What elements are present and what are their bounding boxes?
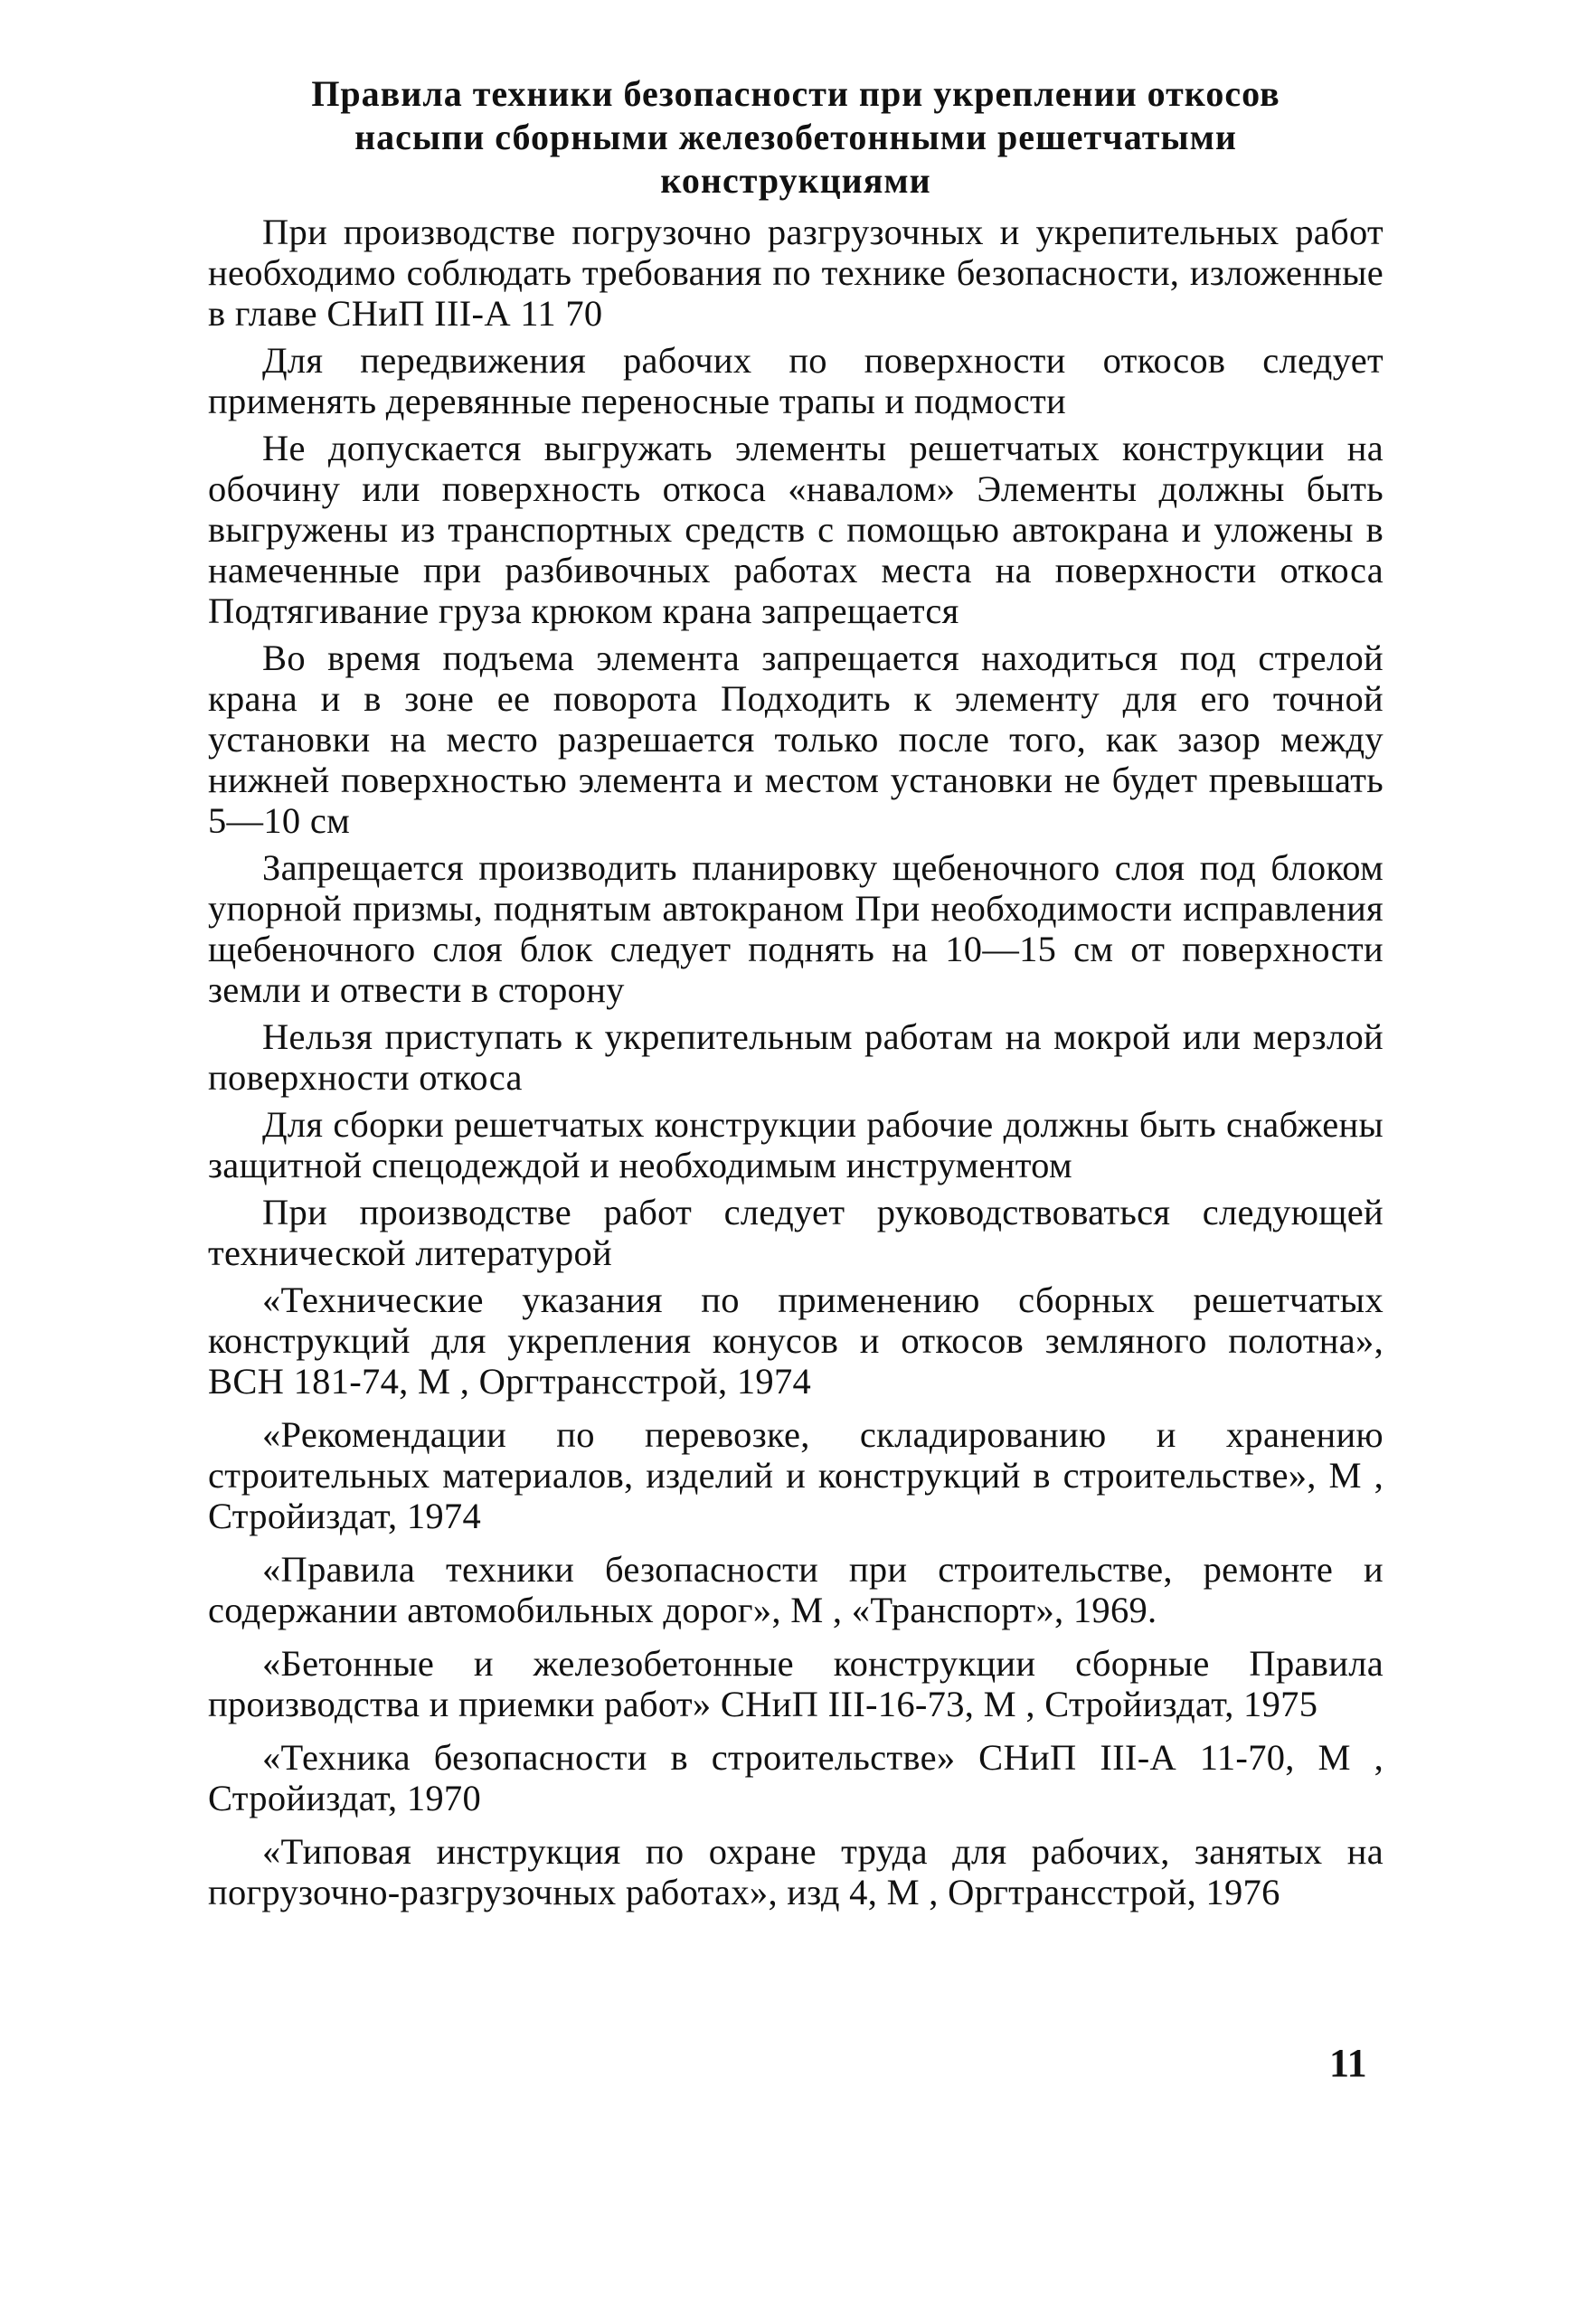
paragraph-ladders: Для передвижения рабочих по поверхности откосов следует применять деревянные переносные трапы и подмости [208,340,1384,421]
paragraph-lifting: Во время подъема элемента запрещается находиться под стрелой крана и в зоне ее поворота Подходить к элементу для его точной установки на место разрешается только после того, как зазор между нижней поверхностью элемента и местом установки не будет превышать 5—10 см [208,637,1384,841]
section-heading [208,72,1384,203]
page-body [208,72,1384,1925]
paragraph-gravel-layer: Запрещается производить планировку щебеночного слоя под блоком упорной призмы, поднятым автокраном При необходимости исправления щебеночного слоя блок следует поднять на 10—15 см от поверхности земли и отвести в сторону [208,847,1384,1010]
paragraph-unloading: Не допускается выгружать элементы решетчатых конструкции на обочину или поверхность откоса «навалом» Элементы должны быть выгружены из транспортных средств с помощью автокрана и уложены в намеченные при разбивочных работах места на поверхности откоса Подтягивание груза крюком крана запрещается [208,428,1384,631]
heading-line-1: Правила техники безопасности при укреплении откосов [311,73,1280,114]
reference-item: «Бетонные и железобетонные конструкции сборные Правила производства и приемки работ» СНиП III-16-73, М , Стройиздат, 1975 [208,1643,1384,1724]
paragraph-wet-surface: Нельзя приступать к укрепительным работам на мокрой или мерзлой поверхности откоса [208,1016,1384,1098]
heading-line-2: насыпи сборными железобетонными решетчатыми [354,117,1237,157]
reference-item: «Технические указания по применению сборных решетчатых конструкций для укрепления конусов и откосов земляного полотна», ВСН 181-74, М , Оргтрансстрой, 1974 [208,1279,1384,1402]
reference-item: «Правила техники безопасности при строительстве, ремонте и содержании автомобильных дорог», М , «Транспорт», 1969. [208,1549,1384,1630]
page-number: 11 [1329,2041,1367,2085]
paragraph-literature-intro: При производстве работ следует руководствоваться следующей технической литературой [208,1192,1384,1273]
paragraph-protective-clothing: Для сборки решетчатых конструкции рабочие должны быть снабжены защитной спецодеждой и необходимым инструментом [208,1104,1384,1185]
paragraph-safety-requirements: При производстве погрузочно разгрузочных и укрепительных работ необходимо соблюдать требования по технике безопасности, изложенные в главе СНиП III-А 11 70 [208,212,1384,334]
reference-item: «Техника безопасности в строительстве» СНиП III-А 11-70, М , Стройиздат, 1970 [208,1737,1384,1818]
heading-line-3: конструкциями [660,160,931,201]
reference-item: «Типовая инструкция по охране труда для рабочих, занятых на погрузочно-разгрузочных работах», изд 4, М , Оргтрансстрой, 1976 [208,1831,1384,1912]
reference-item: «Рекомендации по перевозке, складированию и хранению строительных материалов, изделий и конструкций в строительстве», М , Стройиздат, 1974 [208,1414,1384,1536]
